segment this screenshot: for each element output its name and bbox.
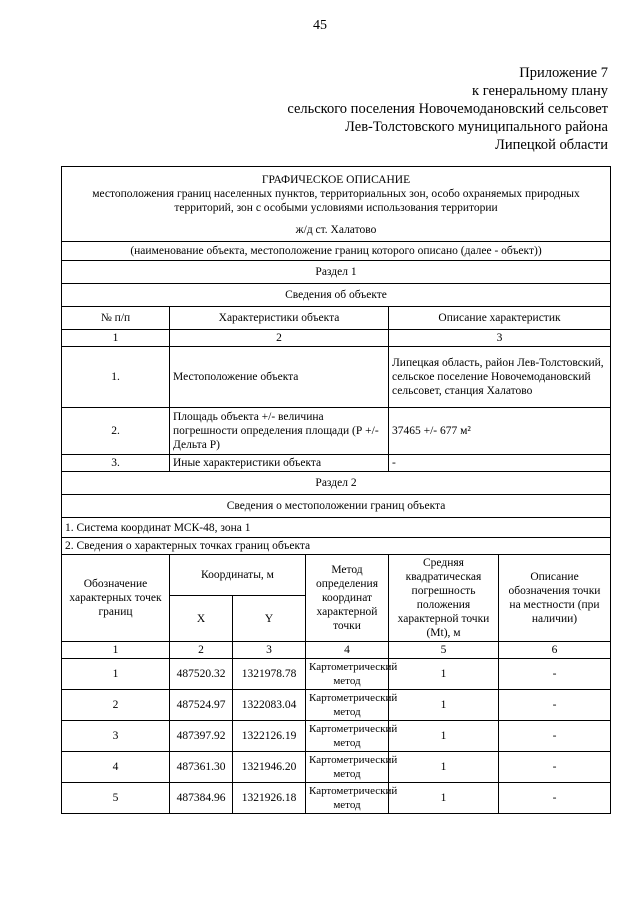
graphic-description-table <box>61 166 611 814</box>
column-header-method: Метод определения координат характерной точки <box>306 555 389 642</box>
point-description: - <box>499 690 611 721</box>
section2-subtitle: Сведения о местоположении границ объекта <box>62 495 611 518</box>
row-number: 1. <box>62 347 170 408</box>
point-accuracy: 1 <box>389 690 499 721</box>
column-header-point-description: Описание обозначения точки на местности (при наличии) <box>499 555 611 642</box>
column-header-description: Описание характеристик <box>389 307 611 330</box>
table-row <box>62 783 611 814</box>
characteristic-value: 37465 +/- 677 м² <box>389 408 611 455</box>
characteristic-value: Липецкая область, район Лев-Толстовский, сельское поселение Новочемодановский сельсовет, станция Халатово <box>389 347 611 408</box>
appendix-line: Липецкой области <box>495 137 608 153</box>
document-subtitle: местоположения границ населенных пунктов, территориальных зон, особо охраняемых природных территорий, зон с особыми условиями использования территории <box>92 188 580 214</box>
point-accuracy: 1 <box>389 659 499 690</box>
point-accuracy: 1 <box>389 783 499 814</box>
column-number: 5 <box>389 642 499 659</box>
characteristic-name: Иные характеристики объекта <box>170 455 389 472</box>
column-number: 3 <box>233 642 306 659</box>
point-description: - <box>499 659 611 690</box>
column-number: 2 <box>170 642 233 659</box>
points-header-row <box>62 555 611 596</box>
point-y: 1321926.18 <box>233 783 306 814</box>
column-header-designation: Обозначение характерных точек границ <box>62 555 170 642</box>
point-x: 487520.32 <box>170 659 233 690</box>
point-description: - <box>499 783 611 814</box>
column-number: 6 <box>499 642 611 659</box>
column-header-x: X <box>170 596 233 642</box>
column-number: 3 <box>389 330 611 347</box>
points-column-numbers <box>62 642 611 659</box>
point-method: Картометрический метод <box>306 690 389 721</box>
section1-column-headers <box>62 307 611 330</box>
point-id: 3 <box>62 721 170 752</box>
point-id: 1 <box>62 659 170 690</box>
section1-column-numbers <box>62 330 611 347</box>
document-header <box>62 167 611 242</box>
point-y: 1321978.78 <box>233 659 306 690</box>
point-y: 1321946.20 <box>233 752 306 783</box>
point-x: 487397.92 <box>170 721 233 752</box>
point-method: Картометрический метод <box>306 659 389 690</box>
appendix-line: Приложение 7 <box>519 65 608 81</box>
column-header-num: № п/п <box>62 307 170 330</box>
appendix-line: Лев-Толстовского муниципального района <box>345 119 608 135</box>
appendix-line: сельского поселения Новочемодановский сельсовет <box>287 101 608 117</box>
point-description: - <box>499 721 611 752</box>
column-header-characteristic: Характеристики объекта <box>170 307 389 330</box>
point-id: 4 <box>62 752 170 783</box>
point-method: Картометрический метод <box>306 721 389 752</box>
points-title: 2. Сведения о характерных точках границ объекта <box>62 538 611 555</box>
point-x: 487361.30 <box>170 752 233 783</box>
column-header-coordinates: Координаты, м <box>170 555 306 596</box>
section1-subtitle: Сведения об объекте <box>62 284 611 307</box>
characteristic-name: Площадь объекта +/- величина погрешности определения площади (Р +/- Дельта Р) <box>170 408 389 455</box>
document-title: ГРАФИЧЕСКОЕ ОПИСАНИЕ <box>261 174 411 186</box>
appendix-header <box>287 64 608 154</box>
appendix-line: к генеральному плану <box>472 83 608 99</box>
section2-title: Раздел 2 <box>62 472 611 495</box>
column-header-y: Y <box>233 596 306 642</box>
point-id: 5 <box>62 783 170 814</box>
coordinate-system: 1. Система координат МСК-48, зона 1 <box>62 518 611 538</box>
page-number: 45 <box>313 18 327 33</box>
point-accuracy: 1 <box>389 721 499 752</box>
characteristic-row <box>62 347 611 408</box>
column-number: 1 <box>62 330 170 347</box>
point-method: Картометрический метод <box>306 783 389 814</box>
point-id: 2 <box>62 690 170 721</box>
row-number: 2. <box>62 408 170 455</box>
column-number: 1 <box>62 642 170 659</box>
column-number: 4 <box>306 642 389 659</box>
point-y: 1322126.19 <box>233 721 306 752</box>
point-y: 1322083.04 <box>233 690 306 721</box>
characteristic-name: Местоположение объекта <box>170 347 389 408</box>
point-x: 487384.96 <box>170 783 233 814</box>
characteristic-row <box>62 408 611 455</box>
point-description: - <box>499 752 611 783</box>
point-method: Картометрический метод <box>306 752 389 783</box>
section1-title: Раздел 1 <box>62 261 611 284</box>
row-number: 3. <box>62 455 170 472</box>
header-row <box>62 167 611 242</box>
object-caption: (наименование объекта, местоположение границ которого описано (далее - объект)) <box>62 242 611 261</box>
table-row <box>62 690 611 721</box>
object-name: ж/д ст. Халатово <box>295 224 377 236</box>
characteristic-row <box>62 455 611 472</box>
table-row <box>62 752 611 783</box>
point-accuracy: 1 <box>389 752 499 783</box>
column-header-accuracy: Средняя квадратическая погрешность положения характерной точки (Mt), м <box>389 555 499 642</box>
point-x: 487524.97 <box>170 690 233 721</box>
table-row <box>62 721 611 752</box>
column-number: 2 <box>170 330 389 347</box>
characteristic-value: - <box>389 455 611 472</box>
table-row <box>62 659 611 690</box>
